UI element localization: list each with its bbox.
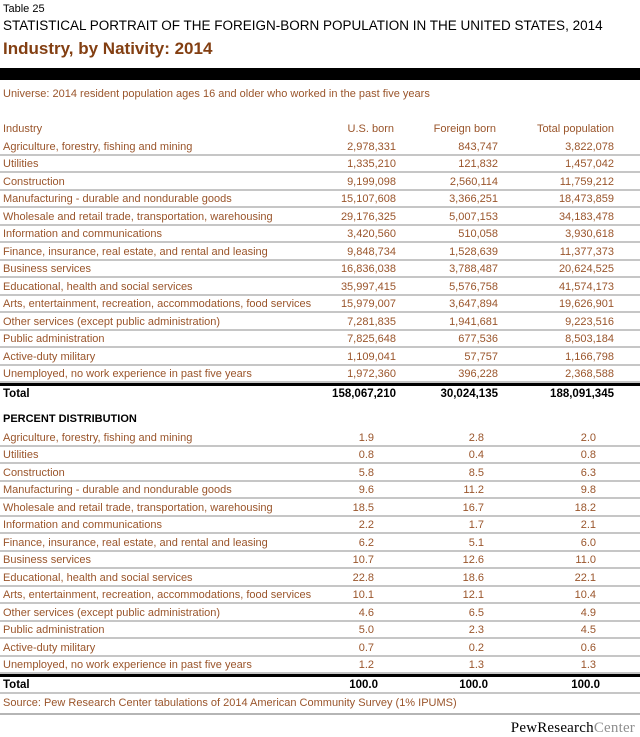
total-foreign-born: 30,024,135 [440, 388, 498, 400]
foreign-born-cell: 3,647,894 [449, 298, 498, 310]
total-us-born: 158,067,210 [332, 388, 396, 400]
industry-cell: Active-duty military [3, 641, 96, 654]
foreign-born-pct-cell: 2.8 [468, 431, 484, 444]
table-row [0, 366, 640, 384]
industry-cell: Construction [3, 466, 65, 479]
total-pct-cell: 0.8 [580, 449, 596, 461]
total-population-pct: 100.0 [571, 679, 600, 691]
table-row [0, 569, 640, 587]
total-pct-cell: 22.1 [574, 571, 596, 584]
total-cell: 2,368,588 [565, 368, 614, 380]
foreign-born-pct-cell: 0.4 [468, 449, 484, 461]
report-title: STATISTICAL PORTRAIT OF THE FOREIGN-BORN POPULATION IN THE UNITED STATES, 2014 [3, 18, 603, 33]
foreign-born-pct-cell: 0.2 [468, 641, 484, 654]
us-born-pct-cell: 1.9 [358, 431, 374, 444]
us-born-cell: 1,109,041 [347, 350, 396, 363]
total-pct-cell: 10.4 [574, 589, 596, 601]
table-row [0, 639, 640, 657]
table-row [0, 278, 640, 296]
industry-cell: Arts, entertainment, recreation, accommodations, food services [3, 589, 312, 601]
table-row [0, 429, 640, 447]
total-cell: 1,166,798 [565, 350, 614, 363]
total-foreign-born-pct: 100.0 [459, 679, 488, 691]
total-cell: 3,822,078 [565, 140, 614, 153]
industry-cell: Information and communications [3, 228, 162, 240]
foreign-born-cell: 121,832 [458, 158, 498, 170]
divider-bar [0, 68, 640, 80]
industry-cell: Unemployed, no work experience in past five years [3, 659, 252, 671]
total-pct-cell: 2.0 [580, 431, 596, 444]
industry-cell: Arts, entertainment, recreation, accommodations, food services [3, 298, 312, 310]
universe-note: Universe: 2014 resident population ages 16 and older who worked in the past five years [3, 88, 430, 100]
total-pct-cell: 6.0 [580, 536, 596, 549]
total-pct-cell: 6.3 [580, 466, 596, 479]
foreign-born-pct-cell: 12.6 [462, 554, 484, 566]
table-row [0, 313, 640, 331]
industry-cell: Unemployed, no work experience in past five years [3, 368, 252, 380]
total-us-born-pct: 100.0 [349, 679, 378, 691]
us-born-pct-cell: 4.6 [358, 606, 374, 619]
table-row [0, 552, 640, 570]
table-header-row [0, 123, 640, 136]
table-row [0, 587, 640, 605]
foreign-born-pct-cell: 2.3 [468, 624, 484, 636]
us-born-pct-cell: 2.2 [358, 519, 374, 531]
foreign-born-pct-cell: 1.3 [468, 659, 484, 671]
total-pct-cell: 4.9 [580, 606, 596, 619]
table-row [0, 243, 640, 261]
table-row [0, 173, 640, 191]
column-header-industry: Industry [3, 123, 43, 135]
foreign-born-cell: 57,757 [464, 350, 498, 363]
foreign-born-pct-cell: 5.1 [468, 536, 484, 549]
total-pct-cell: 18.2 [574, 501, 596, 514]
industry-cell: Manufacturing - durable and nondurable goods [3, 193, 232, 205]
logo-text-black: PewResearch [510, 720, 594, 736]
foreign-born-pct-cell: 1.7 [468, 519, 484, 531]
foreign-born-cell: 843,747 [458, 140, 498, 153]
us-born-cell: 29,176,325 [340, 210, 396, 223]
table-row [0, 447, 640, 465]
table-row [0, 348, 640, 366]
table-row [0, 499, 640, 517]
foreign-born-pct-cell: 11.2 [463, 484, 484, 496]
total-cell: 19,626,901 [558, 298, 614, 310]
table-row [0, 226, 640, 244]
industry-cell: Public administration [3, 333, 105, 345]
total-pct-cell: 1.3 [580, 659, 596, 671]
total-cell: 20,624,525 [558, 263, 614, 275]
foreign-born-cell: 396,228 [458, 368, 498, 380]
foreign-born-pct-cell: 6.5 [468, 606, 484, 619]
industry-cell: Construction [3, 175, 65, 188]
industry-cell: Business services [3, 554, 92, 566]
us-born-pct-cell: 10.1 [352, 589, 374, 601]
total-cell: 8,503,184 [565, 333, 614, 345]
total-cell: 41,574,173 [558, 280, 614, 293]
us-born-pct-cell: 9.6 [358, 484, 374, 496]
total-cell: 3,930,618 [565, 228, 614, 240]
page-title: Industry, by Nativity: 2014 [3, 39, 213, 58]
us-born-pct-cell: 0.7 [358, 641, 374, 654]
foreign-born-cell: 2,560,114 [449, 175, 498, 188]
foreign-born-cell: 1,528,639 [449, 245, 498, 258]
table-row [0, 138, 640, 156]
logo-text-gray: Center [593, 720, 635, 736]
industry-cell: Educational, health and social services [3, 571, 193, 584]
table-row [0, 622, 640, 640]
table-row [0, 261, 640, 279]
foreign-born-cell: 1,941,681 [449, 315, 498, 328]
table-row [0, 517, 640, 535]
total-pct-cell: 11.0 [575, 554, 596, 566]
table-row [0, 331, 640, 349]
industry-cell: Manufacturing - durable and nondurable goods [3, 484, 232, 496]
total-cell: 11,759,212 [559, 175, 614, 188]
us-born-cell: 2,978,331 [347, 140, 396, 153]
table-row [0, 604, 640, 622]
column-header-total-population: Total population [536, 123, 614, 135]
table-row [0, 156, 640, 174]
us-born-cell: 7,281,835 [347, 315, 396, 328]
industry-cell: Agriculture, forestry, fishing and mining [3, 140, 193, 153]
source-note: Source: Pew Research Center tabulations of 2014 American Community Survey (1% IPUMS) [0, 692, 640, 715]
total-cell: 11,377,373 [559, 245, 614, 258]
table-row [0, 482, 640, 500]
total-pct-cell: 2.1 [580, 519, 596, 531]
foreign-born-pct-cell: 16.7 [462, 501, 484, 514]
foreign-born-pct-cell: 18.6 [462, 571, 484, 584]
us-born-cell: 16,836,038 [340, 263, 396, 275]
industry-cell: Business services [3, 263, 92, 275]
us-born-cell: 15,979,007 [340, 298, 396, 310]
pew-research-center-logo [511, 720, 635, 736]
total-population: 188,091,345 [550, 388, 614, 400]
total-cell: 34,183,478 [558, 210, 614, 223]
total-pct-cell: 0.6 [580, 641, 596, 654]
foreign-born-cell: 3,366,251 [449, 193, 498, 205]
us-born-pct-cell: 5.0 [358, 624, 374, 636]
table-number-label: Table 25 [3, 3, 45, 15]
counts-total-row [0, 383, 640, 401]
foreign-born-pct-cell: 12.1 [462, 589, 484, 601]
foreign-born-cell: 3,788,487 [449, 263, 498, 275]
industry-cell: Wholesale and retail trade, transportation, warehousing [3, 501, 273, 514]
total-cell: 18,473,859 [558, 193, 614, 205]
table-row [0, 296, 640, 314]
table-row [0, 657, 640, 675]
us-born-pct-cell: 18.5 [352, 501, 374, 514]
percent-distribution-heading: PERCENT DISTRIBUTION [3, 413, 137, 425]
us-born-cell: 15,107,608 [340, 193, 396, 205]
total-label: Total [3, 679, 30, 691]
us-born-cell: 9,199,098 [347, 175, 396, 188]
industry-cell: Other services (except public administration) [3, 606, 221, 619]
us-born-pct-cell: 1.2 [358, 659, 374, 671]
industry-table [0, 123, 640, 715]
industry-cell: Active-duty military [3, 350, 96, 363]
industry-cell: Agriculture, forestry, fishing and mining [3, 431, 193, 444]
us-born-cell: 35,997,415 [340, 280, 396, 293]
total-pct-cell: 4.5 [580, 624, 596, 636]
us-born-cell: 3,420,560 [347, 228, 396, 240]
footer [0, 719, 640, 737]
us-born-cell: 1,972,360 [347, 368, 396, 380]
us-born-cell: 7,825,648 [347, 333, 396, 345]
percent-total-row [0, 674, 640, 692]
industry-cell: Utilities [3, 158, 39, 170]
total-cell: 1,457,042 [565, 158, 614, 170]
us-born-pct-cell: 0.8 [358, 449, 374, 461]
table-row [0, 464, 640, 482]
us-born-cell: 1,335,210 [347, 158, 396, 170]
percent-section [0, 429, 640, 674]
counts-section [0, 138, 640, 383]
table-row [0, 191, 640, 209]
column-header-us-born: U.S. born [347, 123, 394, 135]
industry-cell: Other services (except public administration) [3, 315, 221, 328]
industry-cell: Educational, health and social services [3, 280, 193, 293]
foreign-born-cell: 5,007,153 [449, 210, 498, 223]
us-born-pct-cell: 6.2 [358, 536, 374, 549]
foreign-born-pct-cell: 8.5 [468, 466, 484, 479]
column-header-foreign-born: Foreign born [433, 123, 496, 135]
table-row [0, 208, 640, 226]
total-cell: 9,223,516 [565, 315, 614, 328]
industry-cell: Public administration [3, 624, 105, 636]
industry-cell: Utilities [3, 449, 39, 461]
table-row [0, 534, 640, 552]
industry-cell: Wholesale and retail trade, transportation, warehousing [3, 210, 273, 223]
us-born-pct-cell: 22.8 [352, 571, 374, 584]
industry-cell: Information and communications [3, 519, 162, 531]
total-pct-cell: 9.8 [580, 484, 596, 496]
foreign-born-cell: 5,576,758 [449, 280, 498, 293]
foreign-born-cell: 510,058 [458, 228, 498, 240]
industry-cell: Finance, insurance, real estate, and rental and leasing [3, 245, 268, 258]
industry-cell: Finance, insurance, real estate, and rental and leasing [3, 536, 268, 549]
total-label: Total [3, 388, 30, 400]
us-born-cell: 9,848,734 [347, 245, 396, 258]
us-born-pct-cell: 5.8 [358, 466, 374, 479]
foreign-born-cell: 677,536 [458, 333, 498, 345]
us-born-pct-cell: 10.7 [352, 554, 374, 566]
